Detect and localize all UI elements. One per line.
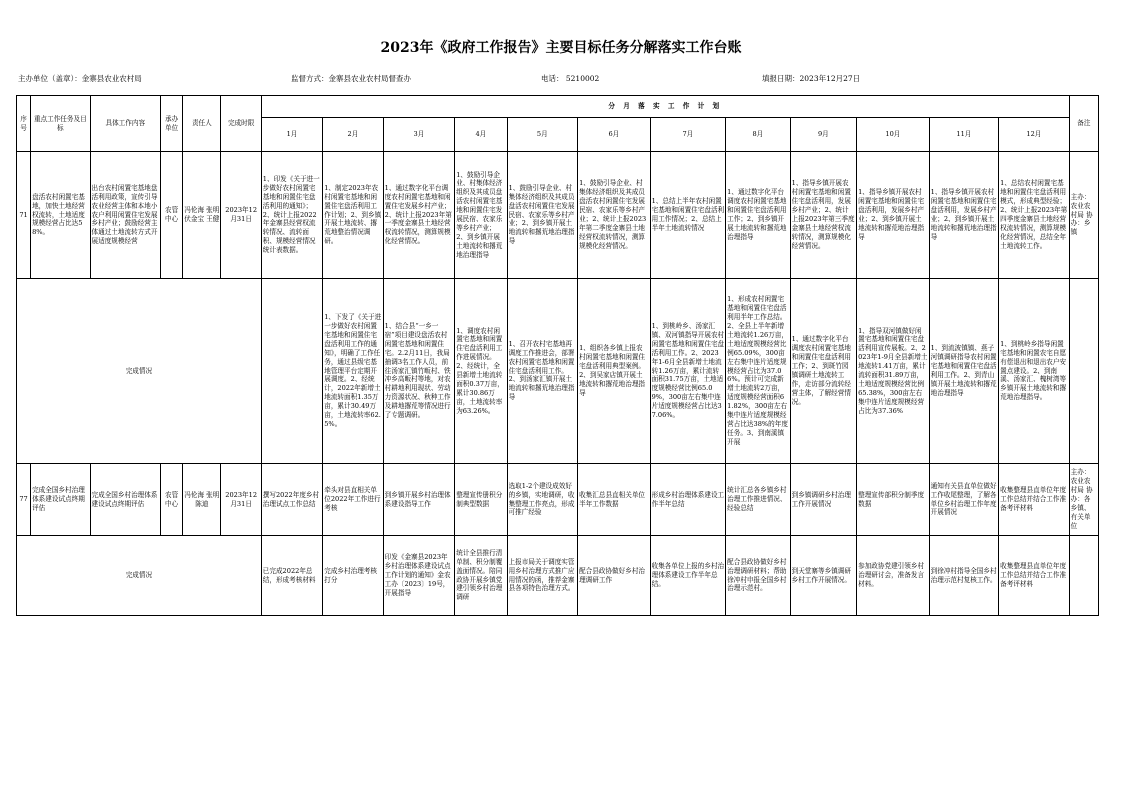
header-person: 责任人 xyxy=(183,96,221,152)
month-plan-cell xyxy=(578,152,651,279)
month-done-cell xyxy=(578,536,651,616)
header-month: 8月 xyxy=(726,118,790,152)
row-note-empty xyxy=(1069,279,1098,464)
row-goal: 盘活农村闲置宅基地，加快土地经营权流转，土地适度规模经营占比达58%。 xyxy=(31,152,90,279)
header-goal: 重点工作任务及目标 xyxy=(31,96,90,152)
month-plan-text: 1、总结上半年农村闲置宅基地和闲置住宅盘活利用工作情况；2、总结上半年土地流转情况 xyxy=(651,197,725,232)
row-content: 完成全国乡村治理体系建设试点终期评估 xyxy=(90,464,161,536)
month-plan-cell xyxy=(323,152,383,279)
month-done-text: 已完成2022年总结，形成考核材料 xyxy=(262,566,316,584)
month-plan-text: 牵头对县直相关单位2022年工作进行考核 xyxy=(324,486,381,512)
month-done-text: 收集各单位上报的乡村治理体系建设工作半年总结。 xyxy=(651,562,725,588)
row-goal: 完成全国乡村治理体系建设试点终期评估 xyxy=(31,464,90,536)
header-month: 6月 xyxy=(578,118,651,152)
row-seq: 77 xyxy=(17,464,31,536)
task-ledger-table xyxy=(16,95,1099,616)
month-done-text: 1、调度农村闲置宅基地和闲置住宅盘活利用工作进展情况。2、经统计，全县新增土地流转面积0.37万亩，累计30.86万亩，土地流转率为63.26%。 xyxy=(456,326,504,415)
month-plan-cell xyxy=(857,152,930,279)
row-note-empty xyxy=(1069,536,1098,616)
month-plan-text: 1、通过数字化平台调度农村闲置宅基地和闲置住宅盘活利用工作；2、到乡镇开展土地流转和撂荒地治理指导 xyxy=(727,188,787,241)
row-note: 主办：农业农村局 协办：各乡镇、有关单位 xyxy=(1069,464,1098,536)
month-done-cell xyxy=(455,536,507,616)
month-done-cell xyxy=(507,536,578,616)
month-done-cell xyxy=(455,279,507,464)
header-row-1 xyxy=(17,96,1099,118)
host-unit: 主办单位（盖章）：金寨县农业农村局 xyxy=(18,74,142,83)
month-done-cell xyxy=(726,536,790,616)
month-plan-text: 统计汇总各乡镇乡村治理工作推进情况、经验总结 xyxy=(727,486,787,512)
month-done-cell xyxy=(790,279,856,464)
month-done-cell xyxy=(857,279,930,464)
table-row-completion xyxy=(17,536,1099,616)
header-month: 11月 xyxy=(929,118,999,152)
month-plan-cell xyxy=(578,464,651,536)
table-row-completion xyxy=(17,279,1099,464)
month-plan-text: 到乡镇调研乡村治理工作开展情况 xyxy=(791,490,851,508)
header-month: 1月 xyxy=(261,118,322,152)
completion-label: 完成情况 xyxy=(17,279,262,464)
month-plan-cell xyxy=(323,464,383,536)
row-person: 冯伦海 张明 伏金宝 王健 xyxy=(183,152,221,279)
table-row xyxy=(17,464,1099,536)
month-done-cell xyxy=(507,279,578,464)
header-month: 3月 xyxy=(383,118,455,152)
row-unit: 农管中心 xyxy=(161,464,183,536)
header-deadline: 完成时限 xyxy=(221,96,261,152)
row-note: 主办：农业农村局 协办：乡镇 xyxy=(1069,152,1098,279)
month-done-text: 1、指导双河镇做好闲置宅基地和闲置住宅盘活利用宣传展板。2、2023年1-9月全县新增土地流转1.41万亩，累计流转面积31.89万亩，土地适度规模经营比例65.38%，300亩左右集中连片适度规模经营占比为37.36% xyxy=(858,326,928,415)
month-done-cell xyxy=(929,536,999,616)
row-unit: 农管中心 xyxy=(161,152,183,279)
header-seq: 序号 xyxy=(17,96,31,152)
month-done-text: 到徐冲村指导全国乡村治理示范村复核工作。 xyxy=(930,566,997,584)
month-done-text: 1、形成农村闲置宅基地和闲置住宅盘活利用半年工作总结。2、全县上半年新增土地流转1.26万亩，土地适度规模经营比例65.09%，300亩左右集中连片适度规模经营占比为37.06%。预计可完成新增土地流转2万亩，适度规模经营面积61.82%，300亩左右集中连片适度规模经营占比达38%的年度任务。3、到南溪镇开展 xyxy=(727,295,788,446)
month-done-text: 统计全县推行清单制、积分制覆盖面情况。陪同政协开展乡镇党建引领乡村治理调研 xyxy=(456,548,503,602)
month-plan-text: 收集整理县直单位年度工作总结并结合工作准备考评材料 xyxy=(1000,486,1067,512)
row-seq: 71 xyxy=(17,152,31,279)
month-plan-text: 1、制定2023年农村闲置宅基地和闲置住宅盘活利用工作计划；2、到乡镇开展土地流转、撂荒地整治情况调研。 xyxy=(324,183,382,246)
month-done-text: 配合县政协做好乡村治理调研工作 xyxy=(579,566,646,584)
header-month: 12月 xyxy=(999,118,1070,152)
header-month: 2月 xyxy=(323,118,383,152)
month-plan-cell xyxy=(929,152,999,279)
month-plan-cell xyxy=(261,464,322,536)
month-done-cell xyxy=(999,279,1070,464)
phone: 电话： 5210002 xyxy=(541,74,600,83)
month-plan-cell xyxy=(650,464,726,536)
month-done-cell xyxy=(323,279,383,464)
month-plan-cell xyxy=(383,152,455,279)
header-month: 4月 xyxy=(455,118,507,152)
month-plan-cell xyxy=(507,152,578,279)
month-done-cell xyxy=(650,536,726,616)
header-month: 5月 xyxy=(507,118,578,152)
month-plan-cell xyxy=(650,152,726,279)
month-plan-cell xyxy=(999,464,1070,536)
fill-date: 填报日期：2023年12月27日 xyxy=(762,74,861,83)
month-plan-text: 1、指导乡镇开展农村闲置宅基地和闲置住宅盘活利用，发展乡村产业；2、到乡镇开展土地流转和撂荒地治理指导 xyxy=(930,188,997,241)
month-plan-text: 1、鼓励引导企业、村集体经济组织及其成员盘活农村闲置住宅发展民宿、农家乐等乡村产业；2、到乡镇开展土地流转和撂荒地治理指导 xyxy=(508,183,575,246)
month-done-text: 1、组织各乡镇上报农村闲置宅基地和闲置住宅盘活利用典型案例。2、到吴家店镇开展土地流转和撂荒地治理指导 xyxy=(579,344,646,397)
month-plan-cell xyxy=(455,152,507,279)
page-title: 2023年《政府工作报告》主要目标任务分解落实工作台账 xyxy=(380,40,742,56)
month-done-cell xyxy=(261,536,322,616)
month-plan-text: 1、印发《关于进一步做好农村闲置宅基地和闲置住宅盘活利用的通知》；2、统计上报2022年金寨县经营权流转情况、流转面积、规模经营情况统计表数据。 xyxy=(262,174,320,255)
month-done-text: 完成乡村治理考核打分 xyxy=(324,566,377,584)
month-done-text: 1、召开农村宅基地再调度工作推进会，部署农村闲置宅基地和闲置住宅盘活利用工作。2、到汤家汇镇开展土地流转和撂荒地治理指导 xyxy=(508,339,575,402)
header-month: 9月 xyxy=(790,118,856,152)
month-plan-text: 1、指导乡镇开展农村闲置宅基地和闲置住宅盘活利用，发展乡村产业；2、到乡镇开展土地流转和撂荒地治理指导 xyxy=(858,188,925,241)
month-done-text: 1、到桃岭乡指导闲置宅基地和闲置农宅自愿有偿退出和退出农户安置点建设。2、到南溪、汤家汇、槐树湾等乡镇开展土地流转和撂荒地治理指导。 xyxy=(1000,339,1067,402)
month-plan-cell xyxy=(999,152,1070,279)
month-done-text: 1、通过数字化平台调度农村闲置宅基地和闲置住宅盘活利用工作；2、到斑竹园镇调研土地流转工作，走访部分流转经营主体，了解经营情况。 xyxy=(791,335,851,406)
month-plan-cell xyxy=(790,464,856,536)
month-plan-text: 形成乡村治理体系建设工作半年总结 xyxy=(651,490,725,508)
month-plan-cell xyxy=(929,464,999,536)
month-plan-text: 撰写2022年度乡村治理试点工作总结 xyxy=(262,490,320,508)
month-done-text: 到天堂寨等乡镇调研乡村工作开展情况。 xyxy=(791,566,851,584)
month-plan-text: 1、通过数字化平台调度农村闲置宅基地和闲置住宅发展乡村产业；2、统计上报2023年第一季度金寨县土地经营权流转情况，测算规模化经营情况。 xyxy=(384,183,452,246)
month-done-cell xyxy=(323,536,383,616)
month-plan-text: 1、鼓励引导企业、村集体经济组织及其成员盘活农村闲置住宅发展民宿、农家乐等乡村产业；2、统计上报2023年第二季度金寨县土地经营权流转情况，测算规模化经营情况。 xyxy=(579,179,647,250)
header-unit: 承办单位 xyxy=(161,96,183,152)
month-plan-cell xyxy=(857,464,930,536)
month-done-cell xyxy=(383,536,455,616)
month-plan-text: 选取1-2个建设成效好的乡镇，实地调研，收集整理工作亮点，形成可推广经验 xyxy=(508,481,575,517)
month-done-text: 1、下发了《关于进一步做好农村闲置宅基地和闲置住宅盘活利用工作的通知》，明确了工作任务，通过县级宅基地管理平台定期开展调度。2、经统计，2022年新增土地流转面积1.35万亩，累计30.49万亩，土地流转率62.5%。 xyxy=(324,313,382,428)
month-done-cell xyxy=(261,279,322,464)
month-plan-text: 到乡镇开展乡村治理体系建设指导工作 xyxy=(384,490,451,508)
supervise-method: 监督方式：金寨县农业农村局督查办 xyxy=(291,74,411,83)
month-done-cell xyxy=(790,536,856,616)
row-content: 出台农村闲置宅基地盘活利用政策，宣传引导农业经营主体和本地小农户利用闲置住宅发展乡村产业；鼓励经营主体通过土地流转方式开展适度规模经营 xyxy=(90,152,161,279)
month-done-text: 1、到桃岭乡、汤家汇镇、双河镇指导开展农村闲置宅基地和闲置住宅盘活利用工作。2、2023年1-6月全县新增土地流转1.26万亩，累计流转面积31.75万亩，土地适度规模经营比例65.09%，300亩左右集中连片适度规模经营占比达37.06%。 xyxy=(651,322,725,419)
month-plan-cell xyxy=(507,464,578,536)
month-plan-cell xyxy=(383,464,455,536)
row-deadline: 2023年12月31日 xyxy=(221,152,261,279)
header-note: 备注 xyxy=(1069,96,1098,152)
month-done-cell xyxy=(857,536,930,616)
month-done-cell xyxy=(999,536,1070,616)
month-done-cell xyxy=(726,279,790,464)
header-month: 10月 xyxy=(857,118,930,152)
month-plan-text: 收集汇总县直相关单位半年工作数据 xyxy=(579,490,646,508)
header-month: 7月 xyxy=(650,118,726,152)
month-plan-text: 1、总结农村闲置宅基地和闲置住宅盘活利用模式，形成典型经验；2、统计上报2023年第四季度金寨县土地经营权流转情况，测算规模化经营情况，总结全年土地流转工作。 xyxy=(1000,179,1068,250)
row-person: 冯伦海 张明 陈迪 xyxy=(183,464,221,536)
month-plan-cell xyxy=(726,464,790,536)
completion-label: 完成情况 xyxy=(17,536,262,616)
month-done-text: 配合县政协做好乡村治理调研材料；帮助徐冲村申报全国乡村治理示范村。 xyxy=(727,557,787,593)
month-done-cell xyxy=(383,279,455,464)
month-plan-text: 整理宣传册积分制典型数据 xyxy=(456,490,503,508)
header-monthly-plan: 分 月 落 实 工 作 计 划 xyxy=(261,96,1069,118)
month-plan-text: 1、指导乡镇开展农村闲置宅基地和闲置住宅盘活利用，发展乡村产业；2、统计上报2023年第三季度金寨县土地经营权流转情况，测算规模化经营情况。 xyxy=(791,179,855,250)
header-content: 具体工作内容 xyxy=(90,96,161,152)
month-plan-text: 1、鼓励引导企业、村集体经济组织及其成员盘活农村闲置宅基地和闲置住宅发展民宿、农家乐等乡村产业；2、到乡镇开展土地流转和撂荒地治理指导 xyxy=(456,170,503,259)
month-plan-cell xyxy=(726,152,790,279)
month-done-text: 印发《金寨县2023年乡村治理体系建设试点工作计划的通知》金农工办〔2023〕19号，开展指导 xyxy=(384,553,451,597)
month-done-text: 1、结合县“一乡一宿”项目建设盘活农村闲置宅基地和闲置住宅。2.2月11日，我局抽调3名工作人员，前往汤家汇镇竹畈村、铁冲乡高畈村等地，对农村耕地利用现状、劳动力资源状况、秋种工作及耕地撂荒等情况进行了专题调研。 xyxy=(384,322,451,419)
month-done-text: 参加政协党建引领乡村治理研讨会，准备发言材料。 xyxy=(858,562,925,588)
month-plan-cell xyxy=(790,152,856,279)
table-row xyxy=(17,152,1099,279)
month-done-text: 上报市局关于调度实管用乡村治理方式推广应用情况的函，推荐金寨县各项特色治理方式。 xyxy=(508,557,575,593)
month-plan-cell xyxy=(261,152,322,279)
month-plan-cell xyxy=(455,464,507,536)
month-plan-text: 整理宣传部积分制季度数据 xyxy=(858,490,925,508)
month-done-text: 收集整理县直单位年度工作总结并结合工作准备考评材料 xyxy=(1000,562,1067,588)
month-done-cell xyxy=(929,279,999,464)
row-deadline: 2023年12月31日 xyxy=(221,464,261,536)
month-done-cell xyxy=(650,279,726,464)
month-plan-text: 通知有关县直单位做好工作收尾整理，了解各单位乡村治理工作年度开展情况 xyxy=(930,481,997,517)
month-done-text: 1、到流波镇镇、燕子河镇调研指导农村闲置宅基地和闲置住宅盘活利用工作。2、到青山镇开展土地流转和撂荒地治理指导 xyxy=(930,344,997,397)
month-done-cell xyxy=(578,279,651,464)
